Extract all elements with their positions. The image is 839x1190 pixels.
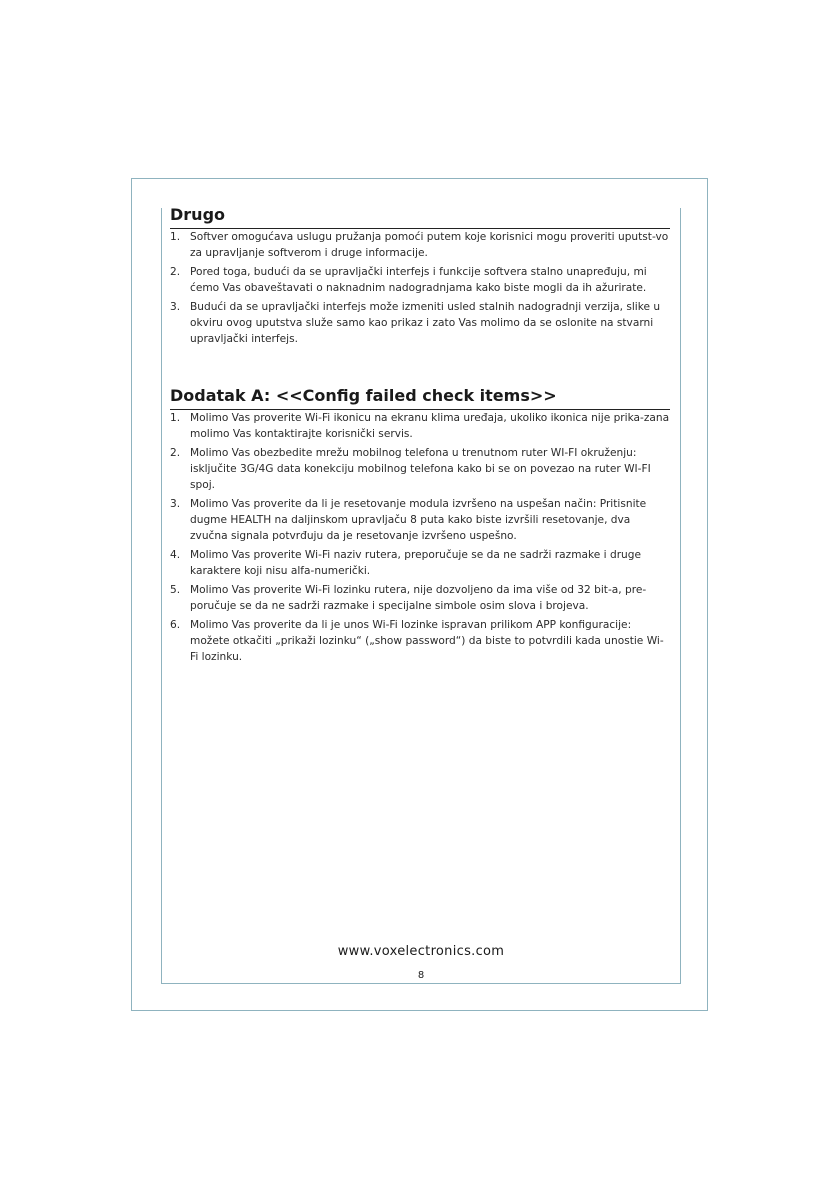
page-number: 8	[417, 970, 425, 981]
section-title-dodatak-a: Dodatak A: <<Config failed check items>>	[170, 385, 670, 410]
list-item: 2. Pored toga, budući da se upravljački interfejs i funkcije softvera stalno unapređuju, mi ćemo Vas obaveštavati o naknadnim nadogradnjama kako biste mogli da ih ažurirate.	[170, 266, 647, 294]
list-item: 3. Budući da se upravljački interfejs može izmeniti usled stalnih nadogradnji verzija, slike u okviru ovog uputstva služe samo kao prikaz i zato Vas molimo da se oslonite na stvarni upravljački interfejs.	[170, 301, 661, 345]
footer-website-url: www.voxelectronics.com	[337, 944, 505, 959]
document-content	[170, 204, 670, 668]
list-item: 2. Molimo Vas obezbedite mrežu mobilnog telefona u trenutnom ruter WI-FI okruženju: isključite 3G/4G data konekciju mobilnog telefona kako bi se on povezao na ruter WI-FI spoj.	[170, 447, 651, 491]
section-title-drugo: Drugo	[170, 204, 670, 229]
list-item: 1. Molimo Vas proverite Wi-Fi ikonicu na ekranu klima uređaja, ukoliko ikonica nije prika-zana molimo Vas kontaktirajte korisnički servis.	[170, 412, 670, 440]
list-item: 3. Molimo Vas proverite da li je resetovanje modula izvršeno na uspešan način: Pritisnite dugme HEALTH na daljinskom upravljaču 8 puta kako biste izvršili resetovanje, dva zvučna signala potvrđuju da je resetovanje izvršeno uspešno.	[170, 498, 647, 542]
list-item: 4. Molimo Vas proverite Wi-Fi naziv rutera, preporučuje se da ne sadrži razmake i druge karaktere koji nisu alfa-numerički.	[170, 549, 642, 577]
list-item: 6. Molimo Vas proverite da li je unos Wi-Fi lozinke ispravan prilikom APP konfiguracije: možete otkačiti „prikaži lozinku“ („show password“) da biste to potvrdili kada unostie Wi-Fi lozinku.	[170, 619, 664, 663]
list-item: 5. Molimo Vas proverite Wi-Fi lozinku rutera, nije dozvoljeno da ima više od 32 bit-a, pre-poručuje se da ne sadrži razmake i specijalne simbole osim slova i brojeva.	[170, 584, 647, 612]
list-item: 1. Softver omogućava uslugu pružanja pomoći putem koje korisnici mogu proveriti uputst-vo za upravljanje softverom i druge informacije.	[170, 231, 669, 259]
list-config-failed-items	[170, 410, 670, 665]
list-drugo	[170, 229, 670, 347]
